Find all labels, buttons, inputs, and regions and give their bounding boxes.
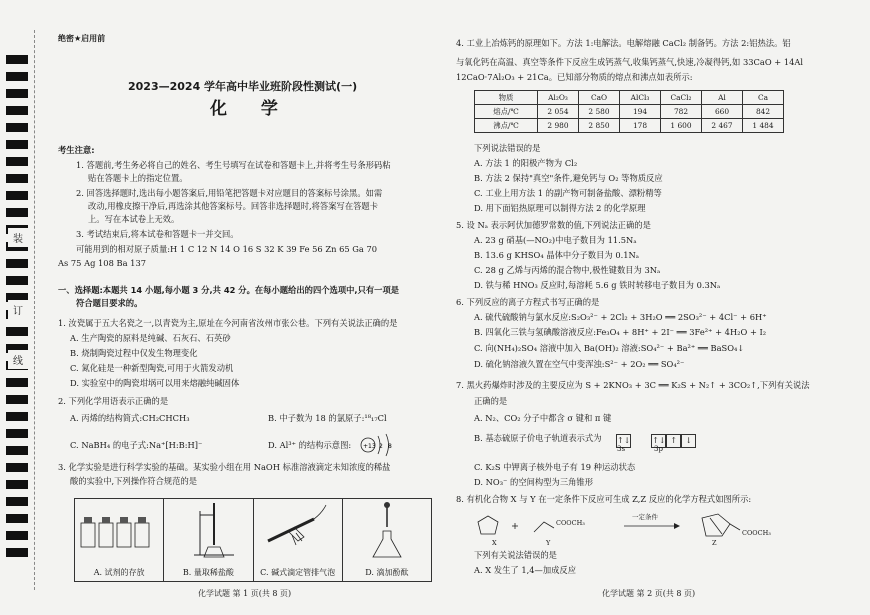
- page-right: [456, 0, 856, 615]
- burette-bubble-icon: [254, 501, 342, 563]
- confidential-mark: 绝密★启用前: [58, 34, 106, 43]
- table-header: CaO: [579, 91, 620, 105]
- question-3: 3. 化学实验是进行科学实验的基础。某实验小组在用 NaOH 标准溶液滴定未知浓度的稀盐: [58, 462, 391, 472]
- option: A. 方法 1 的阳极产物为 Cl₂: [474, 158, 578, 168]
- table-cell: 2 467: [702, 119, 743, 133]
- option: C. 工业上用方法 1 的副产物可制备盐酸、漂粉精等: [474, 188, 662, 198]
- compound-group-label: COOCH₃: [556, 519, 585, 527]
- svg-text:+13: +13: [363, 443, 376, 450]
- binding-label: 线: [8, 350, 28, 369]
- svg-text:2: 2: [379, 443, 383, 450]
- figure-b: [164, 499, 253, 581]
- option: C. 28 g 乙烯与丙烯的混合物中,极性键数目为 3Nₐ: [474, 265, 661, 275]
- option: D. 硫化钠溶液久置在空气中变浑浊:S²⁻ + 2O₂ ══ SO₄²⁻: [474, 359, 685, 369]
- question-7: 正确的是: [474, 396, 508, 406]
- section-title: 一、选择题:本题共 14 小题,每小题 3 分,共 42 分。在每小题给出的四个选项中,只有一项是: [58, 285, 400, 295]
- orbital-box-3s: ↑↓: [616, 434, 631, 448]
- compound-label: Z: [712, 539, 717, 547]
- table-row: [475, 119, 784, 133]
- binding-line: [34, 30, 35, 590]
- atomic-masses: 可能用到的相对原子质量:H 1 C 12 N 14 O 16 S 32 K 39 Fe 56 Zn 65 Ga 70: [76, 244, 378, 254]
- table-cell: 2 850: [579, 119, 620, 133]
- orbital-diagram: [616, 428, 696, 453]
- table-cell: 熔点/℃: [475, 105, 538, 119]
- option: A. 丙烯的结构简式:CH₂CHCH₃: [70, 413, 190, 423]
- reaction-condition: 一定条件: [632, 513, 658, 521]
- figure-caption: A. 试剂的存放: [93, 568, 145, 577]
- question-4: 12CaO·7Al₂O₃ + 21Ca。已知部分物质的熔点和沸点如表所示:: [456, 72, 693, 82]
- burette-icon: [164, 501, 252, 563]
- compound-group-label: COOCH₃: [742, 529, 771, 537]
- option: A. 23 g 硝基(—NO₂)中电子数目为 11.5Nₐ: [474, 235, 637, 245]
- binding-label: 装: [8, 228, 28, 247]
- table-header: CaCl₂: [661, 91, 702, 105]
- table-cell: 2 580: [579, 105, 620, 119]
- table-header: Al₂O₃: [538, 91, 579, 105]
- binding-label: 订: [8, 300, 28, 319]
- table-header: AlCl₃: [620, 91, 661, 105]
- question-4-stem: 下列说法错误的是: [474, 143, 541, 153]
- question-6: 6. 下列反应的离子方程式书写正确的是: [456, 297, 600, 307]
- notice-line: 上。写在本试卷上无效。: [88, 214, 180, 224]
- reagent-bottles-icon: [75, 503, 163, 565]
- atomic-masses: As 75 Ag 108 Ba 137: [58, 258, 147, 268]
- table-header: Al: [702, 91, 743, 105]
- al-ion-structure-icon: [358, 432, 400, 458]
- table-header-row: [475, 91, 784, 105]
- option: D. 铁与稀 HNO₃ 反应时,每溶耗 5.6 g 铁时转移电子数目为 0.3Nₐ: [474, 280, 721, 290]
- question-2: 2. 下列化学用语表示正确的是: [58, 396, 169, 406]
- option: C. K₂S 中钾离子核外电子有 19 种运动状态: [474, 462, 636, 472]
- notice-line: 改动,用橡皮擦干净后,再选涂其他答案标号。回答非选择题时,将答案写在答题卡: [88, 201, 379, 211]
- table-cell: 沸点/℃: [475, 119, 538, 133]
- table-cell: 2 054: [538, 105, 579, 119]
- figure-a: [75, 499, 164, 581]
- table-row: [475, 105, 784, 119]
- page-footer: 化学试题 第 2 页(共 8 页): [602, 589, 696, 598]
- question-4: 4. 工业上冶炼钙的原理如下。方法 1:电解法。电解熔融 CaCl₂ 制备钙。方法 2:铝热法。铝: [456, 38, 791, 48]
- question-7: 7. 黑火药爆炸时涉及的主要反应为 S + 2KNO₃ + 3C ══ K₂S + N₂↑ + 3CO₂↑,下列有关说法: [456, 380, 810, 390]
- option: D. 用下面铝热原理可以制得方法 2 的化学原理: [474, 203, 646, 213]
- q3-figure-row: [74, 498, 432, 582]
- section-title: 符合题目要求的。: [76, 298, 143, 308]
- figure-c: [254, 499, 343, 581]
- table-header: Ca: [743, 91, 784, 105]
- table-cell: 1 600: [661, 119, 702, 133]
- orbital-label: 3s: [617, 445, 626, 453]
- option: B. 中子数为 18 的氯原子:¹⁸₁₇Cl: [268, 413, 387, 423]
- option: B. 方法 2 保持"真空"条件,避免钙与 O₂ 等物质反应: [474, 173, 663, 183]
- table-cell: 1 484: [743, 119, 784, 133]
- page-left: [58, 0, 434, 615]
- option: A. 硫代硫酸钠与氯水反应:S₂O₃²⁻ + 2Cl₂ + 3H₂O ══ 2SO₃²⁻ + 4Cl⁻ + 6H⁺: [474, 312, 767, 322]
- option: D. 实验室中的陶瓷坩埚可以用来熔融纯碱固体: [70, 378, 240, 388]
- compound-label: X: [492, 539, 497, 547]
- table-cell: 194: [620, 105, 661, 119]
- option: A. 生产陶瓷的原料是纯碱、石灰石、石英砂: [70, 333, 231, 343]
- svg-text:8: 8: [388, 443, 392, 450]
- table-cell: 2 980: [538, 119, 579, 133]
- figure-caption: D. 滴加酚酞: [365, 568, 409, 577]
- question-1: 1. 汝瓷属于五大名瓷之一,以青瓷为主,原址在今河南省汝州市张公巷。下列有关说法正确的是: [58, 318, 398, 328]
- question-3: 酸的实验中,下列操作符合规范的是: [70, 476, 198, 486]
- page-footer: 化学试题 第 1 页(共 8 页): [198, 589, 292, 598]
- properties-table: [474, 90, 784, 133]
- figure-caption: B. 量取稀盐酸: [182, 568, 234, 577]
- table-cell: 782: [661, 105, 702, 119]
- option: D. Al³⁺ 的结构示意图:: [268, 440, 352, 450]
- table-cell: 660: [702, 105, 743, 119]
- table-cell: 842: [743, 105, 784, 119]
- question-5: 5. 设 Nₐ 表示阿伏加德罗常数的值,下列说法正确的是: [456, 220, 651, 230]
- question-8-stem: 下列有关说法错误的是: [474, 550, 557, 560]
- option: C. 氮化硅是一种新型陶瓷,可用于火箭发动机: [70, 363, 234, 373]
- compound-label: Y: [546, 539, 551, 547]
- notice-title: 考生注意:: [58, 145, 95, 155]
- exam-title: 2023—2024 学年高中毕业班阶段性测试(一): [128, 80, 358, 93]
- option: B. 基态硫原子价电子轨道表示式为: [474, 433, 602, 443]
- notice-line: 1. 答题前,考生务必将自己的姓名、考生号填写在试卷和答题卡上,并将考生号条形码粘: [76, 160, 391, 170]
- question-4: 与氧化钙在高温、真空等条件下反应生成钙蒸气,收集钙蒸气,快速,冷凝得钙,如 33CaO + 14Al: [456, 57, 804, 67]
- orbital-box-3p: ↑↓: [651, 434, 666, 448]
- table-header: 物质: [475, 91, 538, 105]
- dropper-flask-icon: [343, 501, 431, 563]
- option: B. 13.6 g KHSO₄ 晶体中分子数目为 0.1Nₐ: [474, 250, 639, 260]
- option: A. X 发生了 1,4—加成反应: [474, 565, 577, 575]
- orbital-box-3p: ↓: [681, 434, 696, 448]
- figure-d: [343, 499, 431, 581]
- figure-caption: C. 碱式滴定管排气泡: [260, 568, 336, 577]
- option: A. N₂、CO₂ 分子中都含 σ 键和 π 键: [474, 413, 612, 423]
- subject-title: 化 学: [210, 99, 292, 119]
- option: B. 烧制陶瓷过程中仅发生物理变化: [70, 348, 198, 358]
- option: D. NO₃⁻ 的空间构型为三角锥形: [474, 477, 594, 487]
- question-8: 8. 有机化合物 X 与 Y 在一定条件下反应可生成 Z,Z 反应的化学方程式如图所示:: [456, 494, 752, 504]
- orbital-box-3p: ↑: [666, 434, 681, 448]
- table-cell: 178: [620, 119, 661, 133]
- orbital-label: 3p: [654, 445, 663, 453]
- notice-line: 3. 考试结束后,将本试卷和答题卡一并交回。: [76, 229, 239, 239]
- option: C. NaBH₄ 的电子式:Na⁺[H:B:H]⁻: [70, 440, 203, 450]
- option: C. 向(NH₄)₂SO₄ 溶液中加入 Ba(OH)₂ 溶液:SO₄²⁻ + Ba²⁺ ══ BaSO₄↓: [474, 343, 745, 353]
- notice-line: 贴在答题卡上的指定位置。: [88, 173, 188, 183]
- notice-line: 2. 回答选择题时,选出每小题答案后,用铅笔把答题卡对应题目的答案标号涂黑。如需: [76, 188, 383, 198]
- option: B. 四氧化三铁与氢碘酸溶液反应:Fe₃O₄ + 8H⁺ + 2I⁻ ══ 3Fe²⁺ + 4H₂O + I₂: [474, 327, 767, 337]
